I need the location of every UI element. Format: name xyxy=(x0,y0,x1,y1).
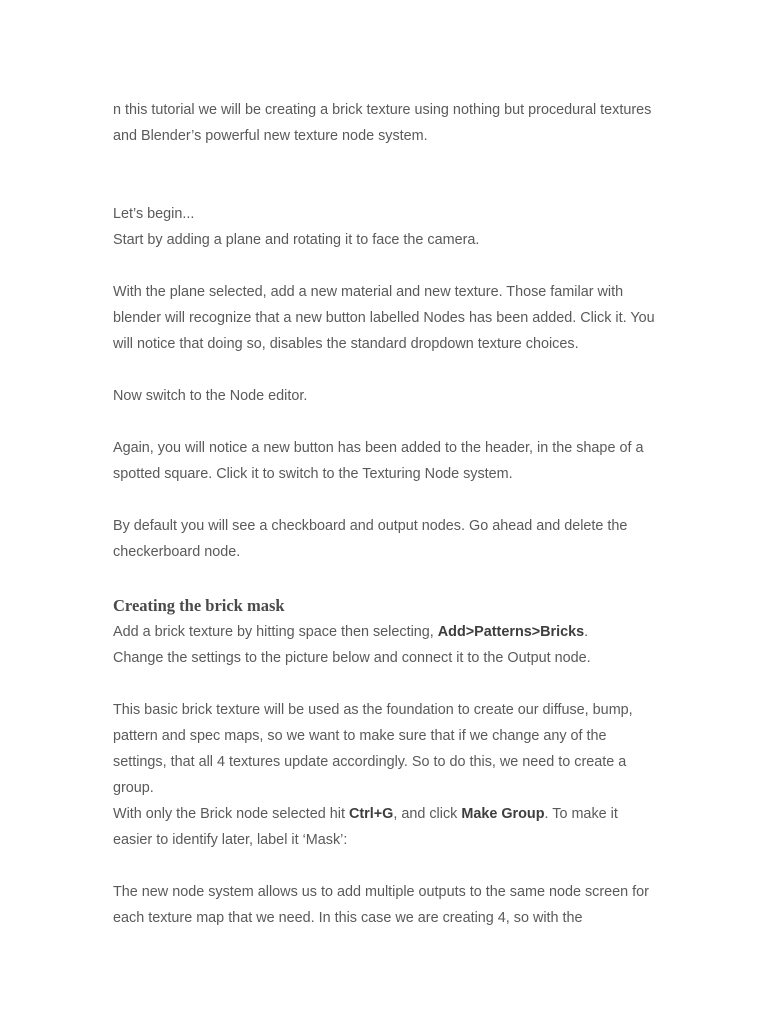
group-text-middle: , and click xyxy=(393,806,462,822)
new-node-paragraph: The new node system allows us to add multiple outputs to the same node screen for each texture map that we need. In this case we are creating 4, so with the xyxy=(113,884,649,926)
again-paragraph: Again, you will notice a new button has been added to the header, in the shape of a spotted square. Click it to switch to the Texturing Node system. xyxy=(113,440,644,482)
document-body xyxy=(113,97,658,957)
material-paragraph: With the plane selected, add a new material and new texture. Those familar with blender will recognize that a new button labelled Nodes has been added. Click it. You will notice that doing so, disables the standard dropdown texture choices. xyxy=(113,284,655,352)
default-paragraph: By default you will see a checkboard and output nodes. Go ahead and delete the checkerboard node. xyxy=(113,518,628,560)
intro-paragraph: n this tutorial we will be creating a brick texture using nothing but procedural textures and Blender’s powerful new texture node system. xyxy=(113,102,652,144)
add-brick-paragraph xyxy=(113,619,658,671)
basic-brick-paragraph: This basic brick texture will be used as the foundation to create our diffuse, bump, pattern and spec maps, so we want to make sure that if we change any of the settings, that all 4 textures update accordingly. So to do this, we need to create a group. xyxy=(113,702,633,796)
start-line: Start by adding a plane and rotating it to face the camera. xyxy=(113,232,480,248)
section-heading: Creating the brick mask xyxy=(113,596,285,615)
node-editor-paragraph: Now switch to the Node editor. xyxy=(113,388,308,404)
begin-line: Let’s begin... xyxy=(113,206,195,222)
group-paragraph xyxy=(113,801,658,853)
group-text-after: . To make it easier to identify later, label it ‘Mask’: xyxy=(113,806,618,848)
add-brick-text: Add a brick texture by hitting space then selecting, xyxy=(113,624,438,640)
spacer xyxy=(113,175,658,201)
begin-paragraph xyxy=(113,201,658,253)
add-brick-menu-path: Add>Patterns>Bricks xyxy=(437,624,585,640)
change-settings-line: Change the settings to the picture below and connect it to the Output node. xyxy=(113,650,591,666)
make-group-label: Make Group xyxy=(461,806,545,822)
shortcut-ctrl-g: Ctrl+G xyxy=(348,806,394,822)
group-text-before: With only the Brick node selected hit xyxy=(113,806,349,822)
add-brick-period: . xyxy=(584,624,589,640)
